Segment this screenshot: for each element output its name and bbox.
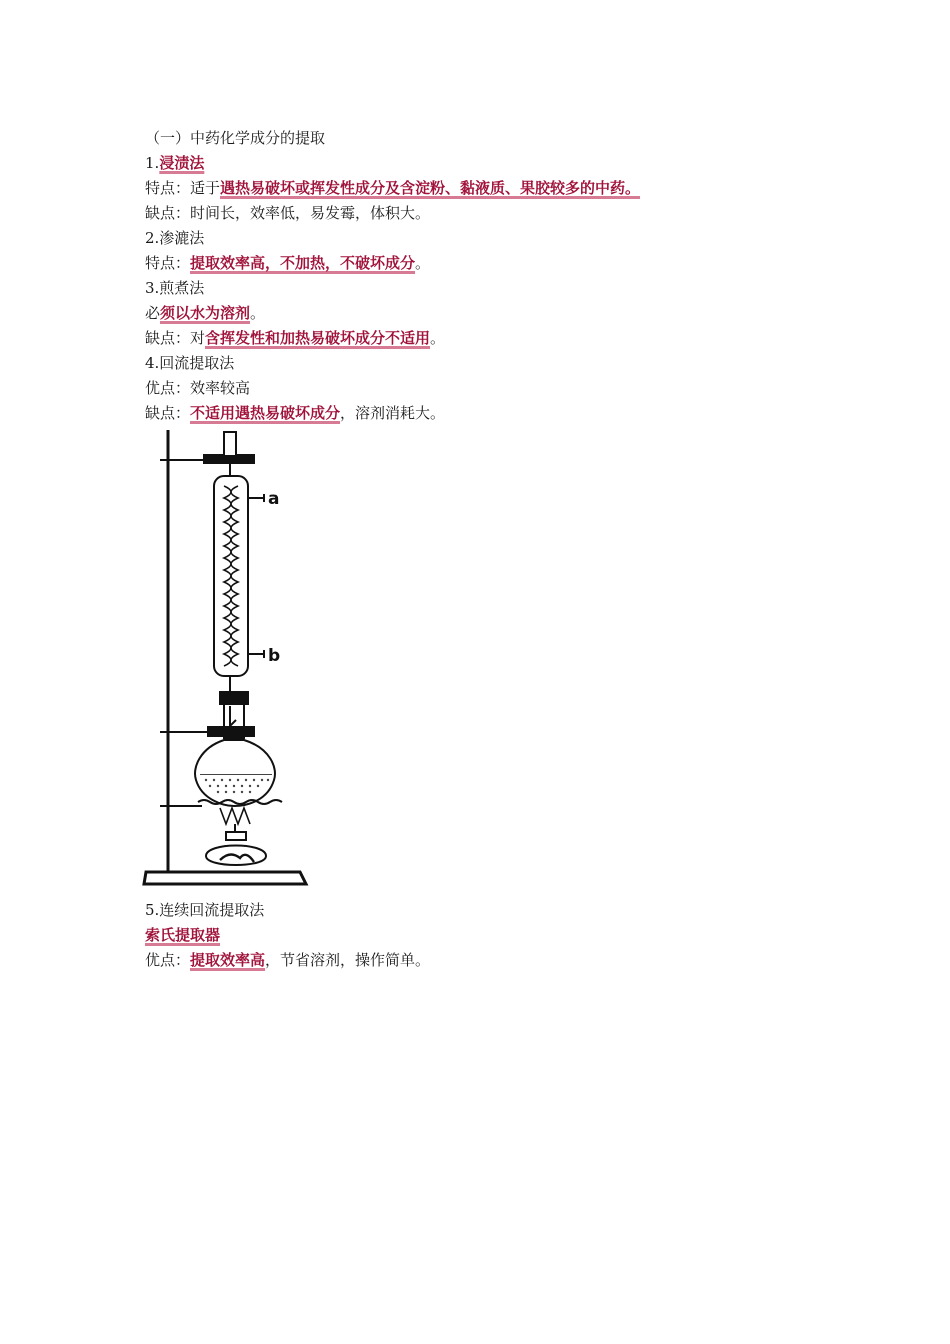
item-4-drawback-label: 缺点： (145, 404, 191, 422)
item-3-must-pre: 必 (145, 304, 161, 322)
heading-5: 5.连续回流提取法 (145, 901, 265, 919)
item-5-device-highlight: 索氏提取器 (145, 926, 221, 944)
item-1-feature (145, 178, 640, 198)
item-2-feature (145, 253, 430, 273)
label-b: b (268, 646, 281, 666)
condenser-top-tube (224, 432, 236, 456)
item-4-drawback-tail: ，溶剂消耗大。 (340, 404, 446, 422)
item-1-drawback: 缺点：时间长，效率低，易发霉，体积大。 (145, 204, 431, 222)
reflux-apparatus-figure (140, 428, 320, 890)
heading-3: 3.煎煮法 (145, 279, 205, 297)
item-4-drawback-highlight: 不适用遇热易破坏成分 (190, 404, 341, 422)
item-3-must-highlight: 须以水为溶剂 (160, 304, 251, 322)
label-a: a (268, 489, 280, 509)
section-title: （一）中药化学成分的提取 (145, 129, 326, 147)
burner-cap (226, 832, 246, 840)
item-4-drawback (145, 403, 445, 423)
burner-flame (220, 808, 250, 824)
stopper (220, 692, 248, 704)
item-1-feature-highlight: 遇热易破坏或挥发性成分及含淀粉、黏液质、果胶较多的中药。 (220, 179, 641, 197)
item-2-feature-label: 特点： (145, 254, 191, 272)
item-3-must-tail: 。 (250, 304, 266, 322)
item-3-drawback-label: 缺点：对 (145, 329, 206, 347)
heading-4: 4.回流提取法 (145, 354, 235, 372)
heading-2: 2.渗漉法 (145, 229, 205, 247)
item-5-advantage (145, 950, 430, 970)
reflux-apparatus-drawing (140, 428, 320, 890)
item-3-must (145, 303, 265, 323)
heading-1-number: 1. (145, 154, 160, 172)
round-bottom-flask (195, 740, 275, 806)
heading-1-title: 浸渍法 (159, 154, 205, 172)
item-5-advantage-highlight: 提取效率高 (190, 951, 266, 969)
item-2-feature-highlight: 提取效率高，不加热，不破坏成分 (190, 254, 416, 272)
item-3-drawback-tail: 。 (430, 329, 446, 347)
item-5-advantage-tail: ，节省溶剂，操作简单。 (265, 951, 431, 969)
item-1-feature-label: 特点：适于 (145, 179, 221, 197)
item-2-feature-tail: 。 (415, 254, 431, 272)
mid-clamp (208, 727, 254, 736)
item-3-drawback (145, 328, 445, 348)
heading-1 (145, 153, 204, 173)
item-4-advantage: 优点：效率较高 (145, 379, 251, 397)
item-3-drawback-highlight: 含挥发性和加热易破坏成分不适用 (205, 329, 431, 347)
item-5-advantage-label: 优点： (145, 951, 191, 969)
item-5-device (145, 925, 220, 945)
stand-base (144, 872, 306, 884)
